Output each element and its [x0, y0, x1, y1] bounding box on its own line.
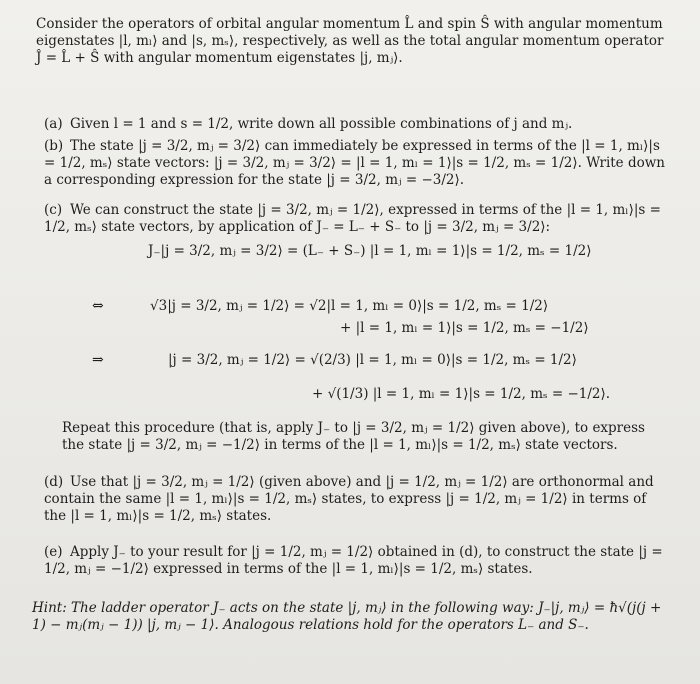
equation-2a: √3|j = 3/2, mⱼ = 1/2⟩ = √2|l = 1, mₗ = 0⟩|s = 1/2, mₛ = 1/2⟩: [150, 298, 549, 314]
part-a: [44, 116, 668, 133]
part-d: [44, 474, 668, 525]
part-c-label: (c): [44, 202, 63, 218]
part-b-text: The state |j = 3/2, mⱼ = 3/2⟩ can immediately be expressed in terms of the |l = 1, mₗ⟩|s = 1/2, mₛ⟩ state vectors: |j = 3/2, mⱼ = 3/2⟩ = |l = 1, mₗ = 1⟩|s = 1/2, mₛ = 1/2⟩. Write down a corresponding expression for the state |j = 3/2, mⱼ = −3/2⟩.: [44, 138, 665, 188]
part-c: [44, 202, 668, 236]
part-b: [44, 138, 668, 189]
intro-paragraph: Consider the operators of orbital angular momentum L̂ and spin Ŝ with angular momentum eigenstates |l, mₗ⟩ and |s, mₛ⟩, respectively, as well as the total angular momentum operator Ĵ = L̂ + Ŝ with angular momentum eigenstates |j, mⱼ⟩.: [36, 16, 664, 66]
equation-3a: |j = 3/2, mⱼ = 1/2⟩ = √(2/3) |l = 1, mₗ = 0⟩|s = 1/2, mₛ = 1/2⟩: [168, 352, 577, 368]
implies-arrow: ⇒: [92, 352, 104, 368]
equation-2b: + |l = 1, mₗ = 1⟩|s = 1/2, mₛ = −1/2⟩: [340, 320, 589, 336]
part-d-text: Use that |j = 3/2, mⱼ = 1/2⟩ (given above) and |j = 1/2, mⱼ = 1/2⟩ are orthonormal and contain the same |l = 1, mₗ⟩|s = 1/2, mₛ⟩ states, to express |j = 1/2, mⱼ = 1/2⟩ in terms of the |l = 1, mₗ⟩|s = 1/2, mₛ⟩ states.: [44, 474, 654, 524]
part-e-label: (e): [44, 544, 63, 560]
equation-3b: + √(1/3) |l = 1, mₗ = 1⟩|s = 1/2, mₛ = −1/2⟩.: [312, 386, 611, 402]
part-a-label: (a): [44, 116, 63, 132]
part-b-label: (b): [44, 138, 64, 154]
part-a-text: Given l = 1 and s = 1/2, write down all possible combinations of j and mⱼ.: [70, 116, 573, 132]
part-e: [44, 544, 668, 578]
equivalence-arrow: ⇔: [92, 298, 104, 314]
part-c-text: We can construct the state |j = 3/2, mⱼ = 1/2⟩, expressed in terms of the |l = 1, mₗ⟩|s = 1/2, mₛ⟩ state vectors, by application of J₋ = L₋ + S₋ to |j = 3/2, mⱼ = 3/2⟩:: [44, 202, 661, 235]
part-d-label: (d): [44, 474, 64, 490]
repeat-paragraph: Repeat this procedure (that is, apply J₋ to |j = 3/2, mⱼ = 1/2⟩ given above), to express the state |j = 3/2, mⱼ = −1/2⟩ in terms of the |l = 1, mₗ⟩|s = 1/2, mₛ⟩ state vectors.: [62, 420, 645, 453]
hint-paragraph: Hint: The ladder operator J₋ acts on the state |j, mⱼ⟩ in the following way: J₋|j, mⱼ⟩ = ħ√(j(j + 1) − mⱼ(mⱼ − 1)) |j, mⱼ − 1⟩. Analogous relations hold for the operators L₋ and S₋.: [32, 600, 662, 633]
equation-1: J₋|j = 3/2, mⱼ = 3/2⟩ = (L₋ + S₋) |l = 1, mₗ = 1⟩|s = 1/2, mₛ = 1/2⟩: [148, 243, 592, 259]
part-e-text: Apply J₋ to your result for |j = 1/2, mⱼ = 1/2⟩ obtained in (d), to construct the state |j = 1/2, mⱼ = −1/2⟩ expressed in terms of the |l = 1, mₗ⟩|s = 1/2, mₛ⟩ states.: [44, 544, 663, 577]
